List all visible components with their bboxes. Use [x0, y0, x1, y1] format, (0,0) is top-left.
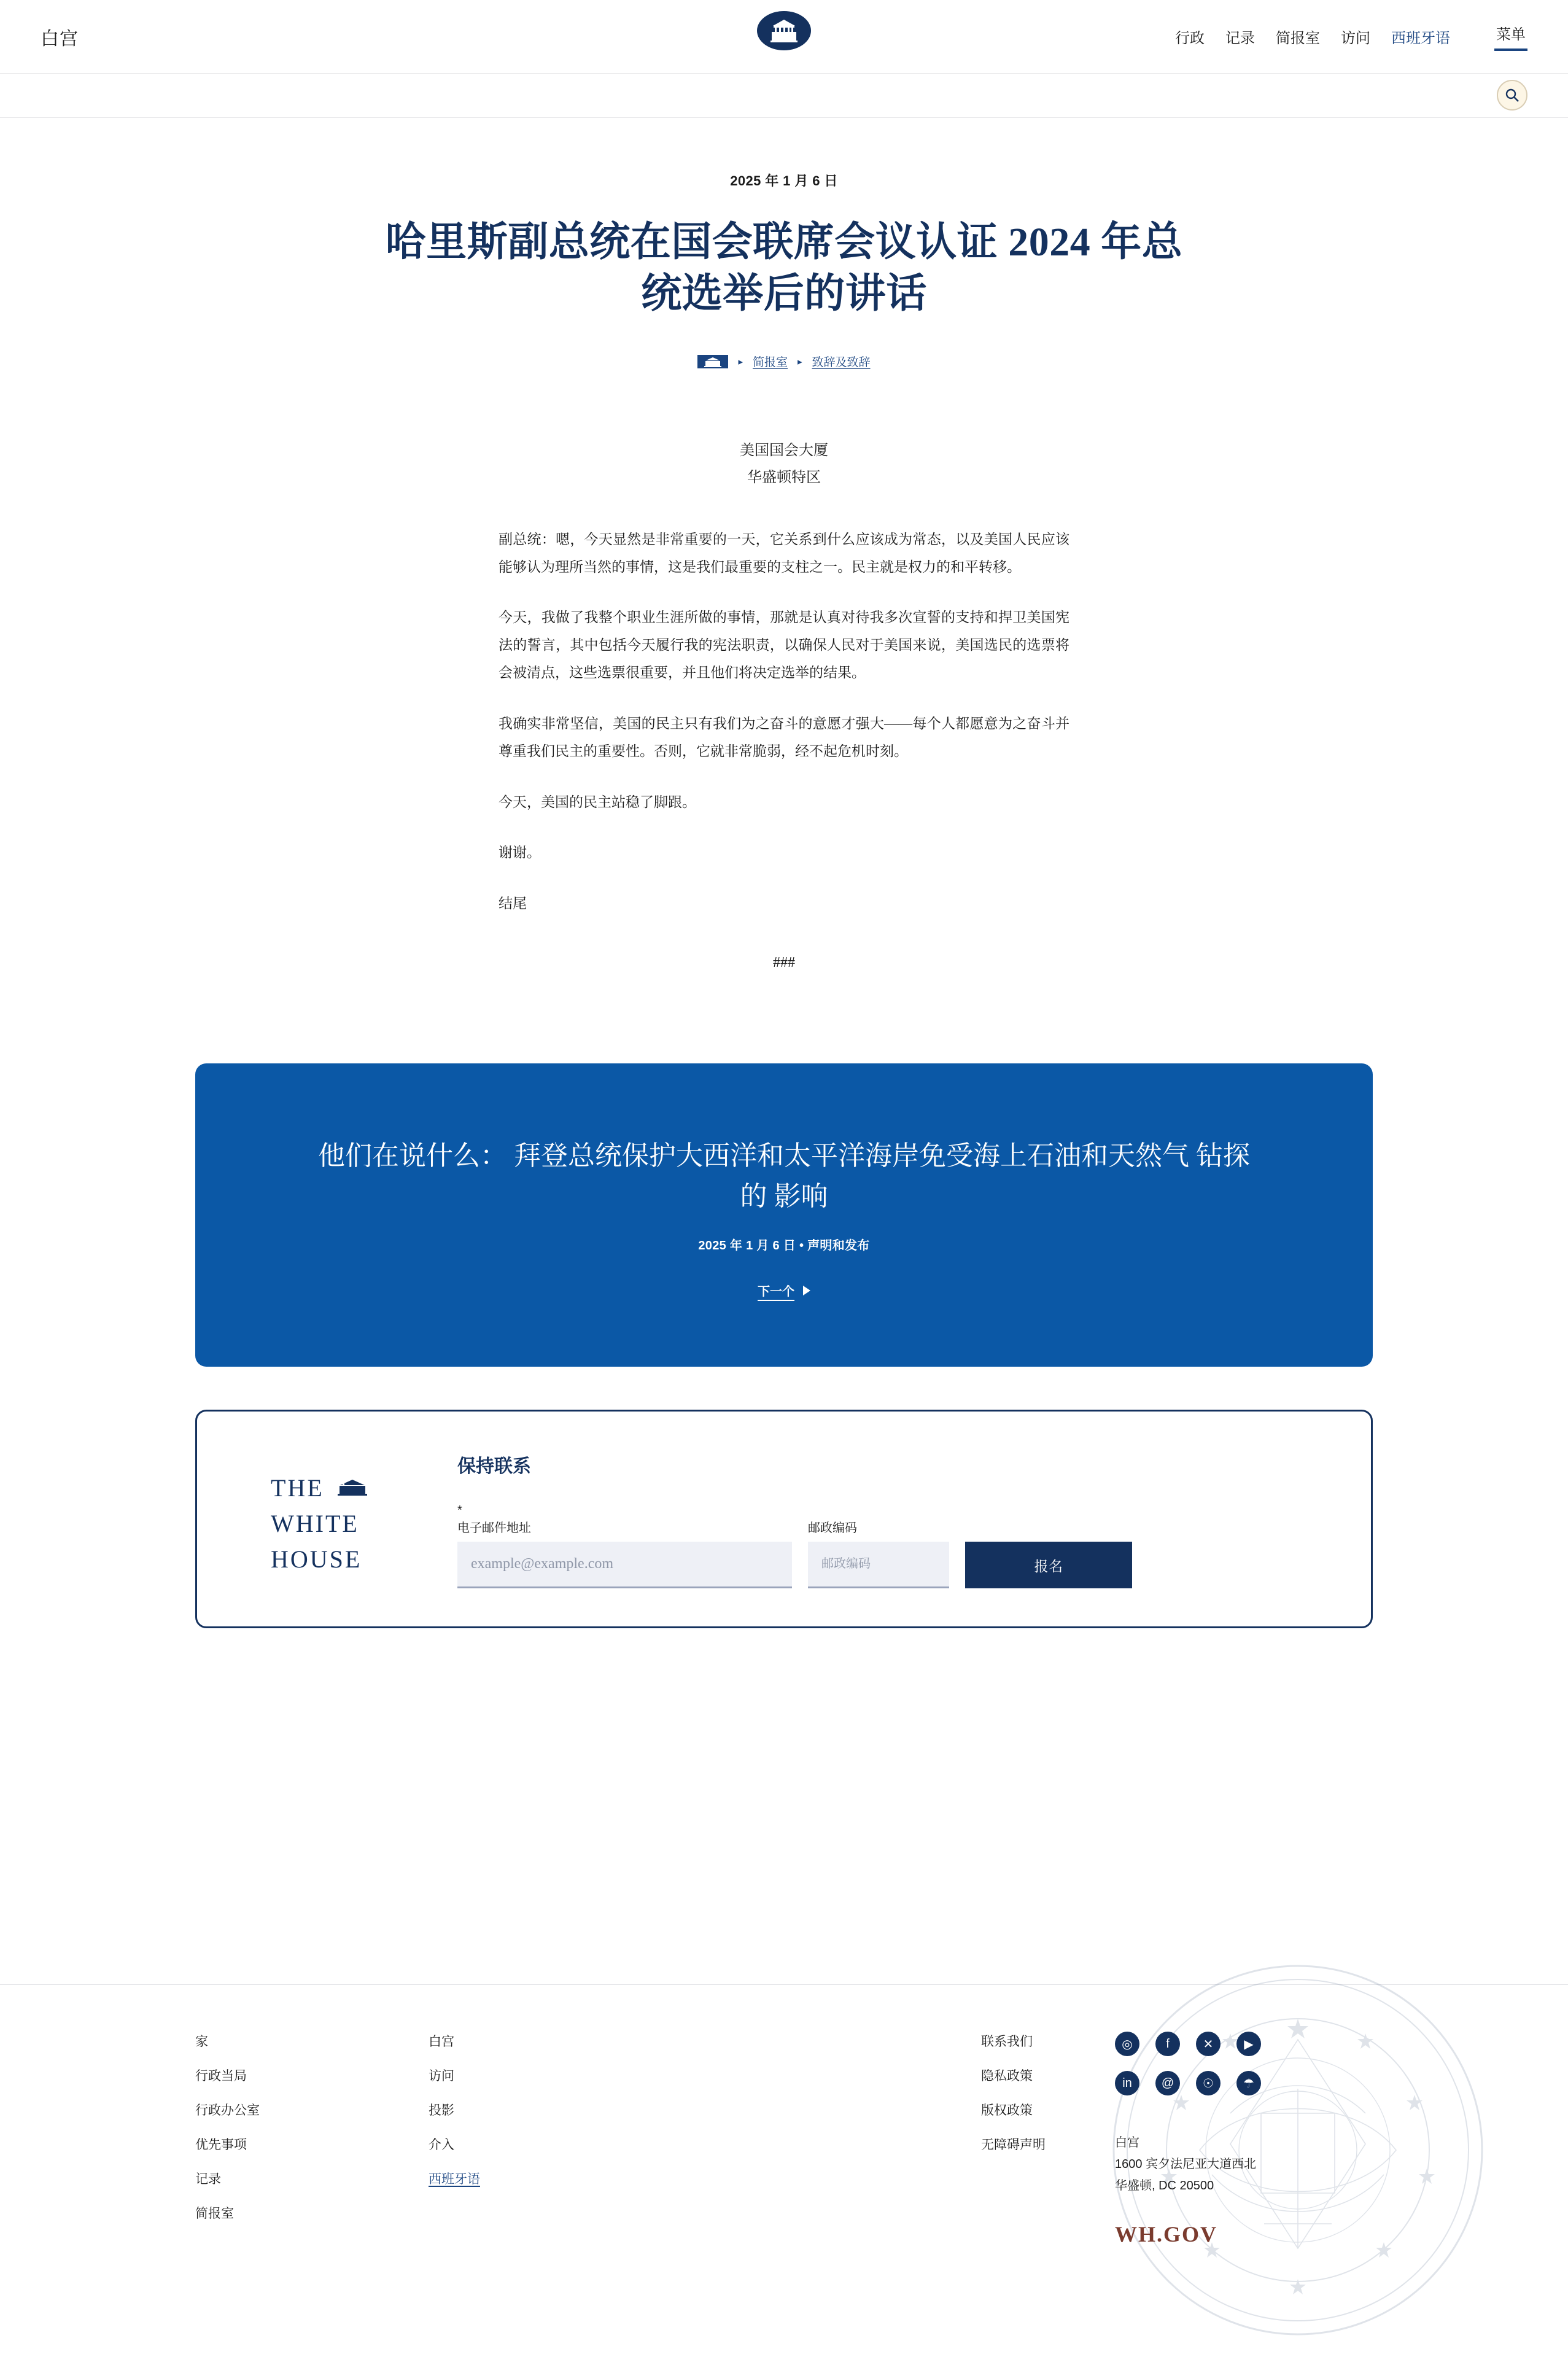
wordmark-line-1: THE	[271, 1474, 324, 1502]
facebook-icon[interactable]: f	[1155, 2032, 1180, 2056]
next-post-meta: 2025 年 1 月 6 日 • 声明和发布	[698, 1239, 870, 1253]
footer-address	[1115, 2132, 1373, 2197]
footer-link-contact-us[interactable]: 联系我们	[981, 2035, 1033, 2049]
header-nav	[1175, 22, 1527, 51]
white-house-building-icon	[333, 1478, 372, 1499]
footer-link-administration[interactable]: 行政当局	[195, 2069, 247, 2084]
list-item	[429, 2100, 662, 2119]
list-item	[429, 2169, 662, 2188]
newsletter-signup	[195, 1410, 1373, 1628]
social-and-address	[1115, 2032, 1373, 2247]
hamburger-icon	[1494, 49, 1527, 51]
footer-link-executive-offices[interactable]: 行政办公室	[195, 2103, 260, 2118]
next-post-title: 他们在说什么： 拜登总统保护大西洋和太平洋海岸免受海上石油和天然气 钻探的 影响	[318, 1141, 1250, 1212]
address-line-2: 1600 宾夕法尼亚大道西北	[1115, 2157, 1257, 2172]
footer-link-projection[interactable]: 投影	[429, 2103, 454, 2118]
footer-link-get-involved[interactable]: 介入	[429, 2138, 454, 2153]
paragraph: 副总统：嗯，今天显然是非常重要的一天，它关系到什么应该成为常态，以及美国人民应该能够认为理所当然的事情，这是我们最重要的支柱之一。民主就是权力的和平转移。	[499, 531, 1069, 575]
breadcrumb-separator: ▸	[738, 356, 743, 367]
footer-column-1	[195, 2032, 429, 2238]
nav-item-briefing-room[interactable]: 简报室	[1276, 30, 1320, 47]
footer-link-home[interactable]: 家	[195, 2035, 208, 2049]
next-post-link[interactable]	[758, 1281, 810, 1299]
search-bar-row	[0, 74, 1568, 118]
site-header	[0, 0, 1568, 74]
end-marker: ###	[773, 955, 795, 971]
snapchat-icon[interactable]: ☂	[1236, 2071, 1261, 2095]
zip-field-group	[808, 1518, 949, 1588]
site-brand[interactable]: 白宫	[41, 28, 79, 49]
footer-link-copyright-policy[interactable]: 版权政策	[981, 2103, 1033, 2118]
newsletter-heading: 保持联系	[457, 1456, 531, 1477]
list-item	[195, 2204, 429, 2222]
zip-label: 邮政编码	[808, 1521, 857, 1536]
nav-item-espanol[interactable]: 西班牙语	[1391, 30, 1450, 47]
menu-button[interactable]	[1494, 22, 1527, 51]
article	[0, 118, 1568, 971]
nav-item-executive[interactable]: 行政	[1175, 30, 1205, 47]
site-footer	[0, 1984, 1568, 2365]
footer-link-privacy-policy[interactable]: 隐私政策	[981, 2069, 1033, 2084]
footer-link-priorities[interactable]: 优先事项	[195, 2138, 247, 2153]
list-item	[195, 2135, 429, 2153]
footer-link-white-house[interactable]: 白宫	[429, 2035, 454, 2049]
linkedin-icon[interactable]: in	[1115, 2071, 1139, 2095]
list-item	[429, 2066, 662, 2084]
search-icon[interactable]	[1497, 80, 1527, 111]
breadcrumb-item-briefing-room[interactable]: 简报室	[752, 356, 788, 370]
footer-link-records[interactable]: 记录	[195, 2172, 221, 2187]
email-label	[457, 1504, 792, 1536]
address-line-1: 白宫	[1115, 2136, 1139, 2150]
reddit-icon[interactable]: ☉	[1196, 2071, 1221, 2095]
x-twitter-icon[interactable]: ✕	[1196, 2032, 1221, 2056]
arrow-right-icon	[803, 1286, 810, 1295]
dateline-line-2: 华盛顿特区	[747, 470, 821, 486]
list-item	[429, 2032, 662, 2050]
dateline	[0, 437, 1568, 492]
footer-link-visit[interactable]: 访问	[429, 2069, 454, 2084]
article-date: 2025 年 1 月 6 日	[730, 173, 838, 188]
list-item	[195, 2169, 429, 2188]
white-house-seal-icon[interactable]	[755, 9, 813, 53]
instagram-icon[interactable]: ◎	[1115, 2032, 1139, 2056]
breadcrumb	[0, 352, 1568, 371]
email-field-group	[457, 1504, 792, 1588]
paragraph: 我确实非常坚信，美国的民主只有我们为之奋斗的意愿才强大——每个人都愿意为之奋斗并尊重我们民主的重要性。否则，它就非常脆弱，经不起危机时刻。	[499, 715, 1069, 759]
email-input[interactable]	[457, 1542, 792, 1588]
list-item	[195, 2100, 429, 2119]
email-label-text: 电子邮件地址	[457, 1521, 531, 1536]
list-item	[195, 2032, 429, 2050]
nav-item-records[interactable]: 记录	[1225, 30, 1255, 47]
zip-input[interactable]	[808, 1542, 949, 1588]
breadcrumb-seal-icon[interactable]	[697, 352, 728, 371]
required-marker: *	[457, 1504, 462, 1518]
wordmark-line-3: HOUSE	[271, 1545, 362, 1574]
dateline-line-1: 美国国会大厦	[740, 442, 828, 459]
footer-wordmark: WH.GOV	[1115, 2222, 1218, 2247]
paragraph: 今天，我做了我整个职业生涯所做的事情，那就是认真对待我多次宣誓的支持和捍卫美国宪法的誓言，其中包括今天履行我的宪法职责，以确保人民对于美国来说，美国选民的选票将会被清点，这些选票很重要，并且他们将决定选举的结果。	[499, 610, 1069, 681]
breadcrumb-separator-2: ▸	[798, 356, 802, 367]
footer-link-accessibility[interactable]: 无障碍声明	[981, 2138, 1046, 2153]
nav-item-visit[interactable]: 访问	[1341, 30, 1370, 47]
footer-right-block	[1115, 2032, 1373, 2247]
footer-link-espanol[interactable]: 西班牙语	[429, 2172, 480, 2187]
footer-link-briefing-room[interactable]: 简报室	[195, 2207, 234, 2221]
page-title: 哈里斯副总统在国会联席会议认证 2024 年总统选举后的讲话	[385, 220, 1183, 317]
address-line-3: 华盛顿, DC 20500	[1115, 2179, 1214, 2193]
wordmark-line-2: WHITE	[271, 1510, 359, 1538]
breadcrumb-item-remarks[interactable]: 致辞及致辞	[812, 356, 871, 370]
youtube-icon[interactable]: ▶	[1236, 2032, 1261, 2056]
paragraph: 谢谢。	[499, 845, 541, 861]
list-item	[195, 2066, 429, 2084]
threads-icon[interactable]: @	[1155, 2071, 1180, 2095]
paragraph-end: 结尾	[499, 896, 527, 912]
social-links	[1115, 2032, 1373, 2095]
article-body	[499, 526, 1069, 918]
list-item	[429, 2135, 662, 2153]
newsletter-submit-button[interactable]: 报名	[965, 1542, 1132, 1588]
next-post-banner[interactable]	[195, 1063, 1373, 1367]
footer-column-2	[429, 2032, 662, 2238]
white-house-wordmark	[236, 1447, 421, 1577]
menu-button-label: 菜单	[1496, 26, 1526, 43]
paragraph: 今天，美国的民主站稳了脚跟。	[499, 794, 696, 810]
next-post-link-label: 下一个	[758, 1285, 794, 1299]
newsletter-form	[457, 1447, 1332, 1588]
